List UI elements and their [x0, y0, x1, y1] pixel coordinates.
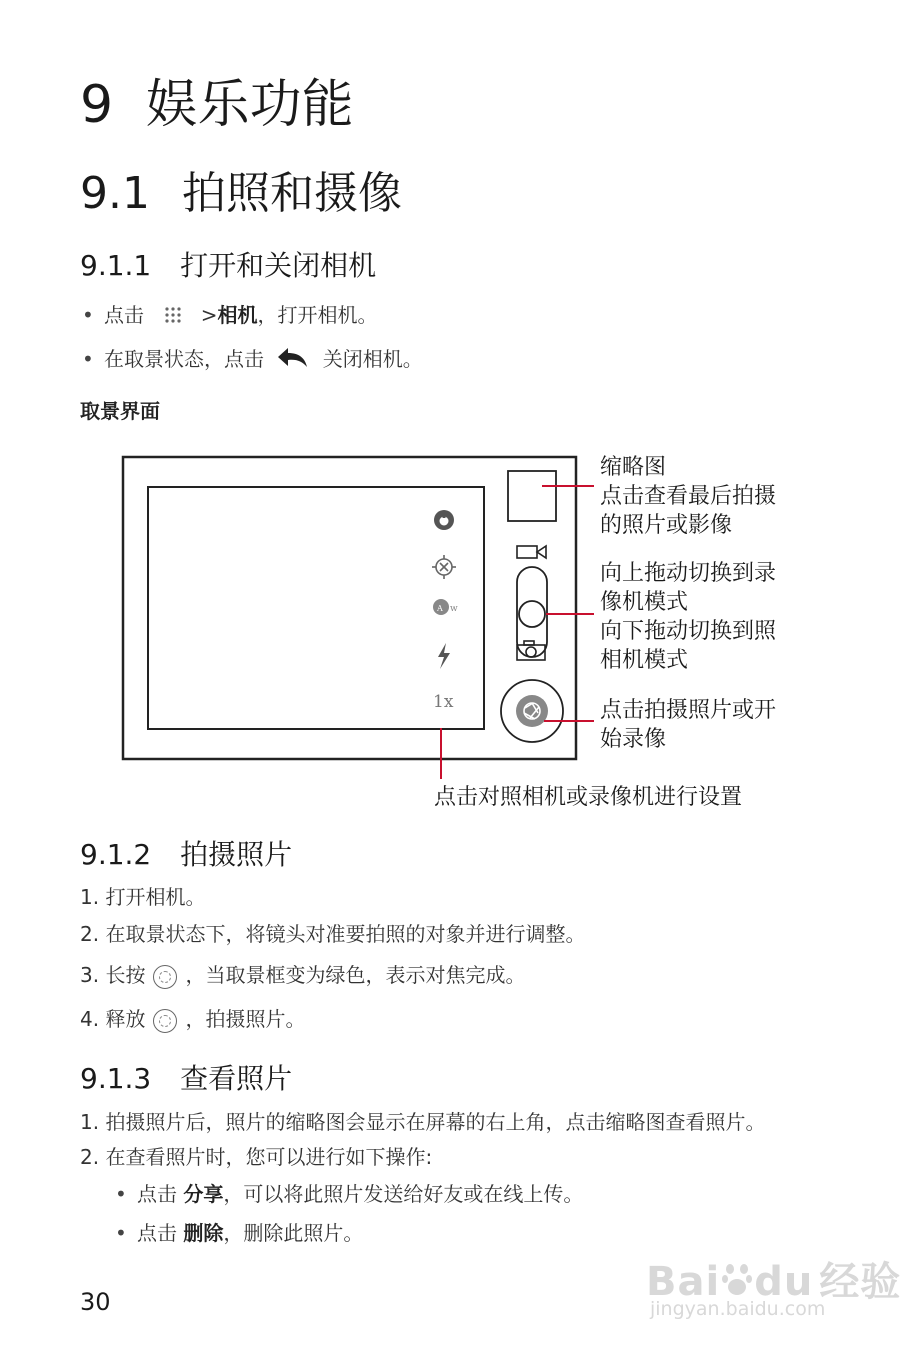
share-label: 分享 [183, 1182, 224, 1206]
subsection-heading-912 [80, 835, 292, 875]
view-step-1: 1. 拍摄照片后，照片的缩略图会显示在屏幕的右上角，点击缩略图查看照片。 [80, 1110, 766, 1134]
viewfinder-subheading: 取景界面 [80, 399, 160, 423]
watermark-cn: 经验 [819, 1259, 902, 1305]
bullet-text: 点击 [137, 1221, 177, 1245]
subsection-number: 9.1.1 [80, 249, 152, 282]
bullet-text: ，可以将此照片发送给好友或在线上传。 [223, 1182, 584, 1206]
section-title: 拍照和摄像 [181, 168, 402, 219]
camera-app-label: 相机 [217, 303, 258, 327]
annotation-line: 缩略图 [600, 455, 667, 480]
shutter-icon [153, 1009, 177, 1033]
annotation-line: 相机模式 [600, 648, 689, 673]
bullet-text: 关闭相机。 [322, 347, 423, 371]
subsection-number: 9.1.2 [80, 838, 152, 871]
annotation-line: 点击查看最后拍摄 [600, 484, 777, 509]
delete-label: 删除 [183, 1221, 224, 1245]
annotation-line: 始录像 [600, 727, 667, 752]
bullet-text: ，删除此照片。 [223, 1221, 364, 1245]
annotation-line: 向上拖动切换到录 [600, 561, 777, 586]
watermark-brand: Bai [646, 1259, 721, 1305]
svg-text:w: w [450, 604, 458, 614]
step-text: 3. 长按 [80, 963, 146, 987]
bullet-share [137, 1179, 583, 1209]
step-text: ，当取景框变为绿色，表示对焦完成。 [185, 963, 526, 987]
zoom-level-label: 1x [433, 692, 454, 712]
bullet-text: 在取景状态，点击 [104, 347, 264, 371]
bullet-text: 点击 [137, 1182, 177, 1206]
page-number: 30 [80, 1288, 111, 1316]
annotation-line: 的照片或影像 [600, 513, 733, 538]
annotation-line: 向下拖动切换到照 [600, 619, 777, 644]
step-text: ，拍摄照片。 [185, 1007, 306, 1031]
mode-switch-knob [519, 601, 545, 627]
step-3 [80, 960, 525, 990]
annotation-line: 像机模式 [600, 590, 689, 615]
chapter-title: 娱乐功能 [145, 75, 354, 135]
annotation-thumbnail [600, 453, 776, 540]
subsection-title: 拍摄照片 [180, 838, 293, 871]
shutter-button-inner [516, 695, 548, 727]
section-number: 9.1 [80, 168, 150, 219]
bullet-delete [137, 1218, 363, 1248]
subsection-title: 查看照片 [180, 1062, 293, 1095]
watermark-url: jingyan.baidu.com [650, 1298, 826, 1320]
svg-text:A: A [437, 604, 443, 613]
settings-toggle-icon [434, 510, 454, 530]
subsection-title: 打开和关闭相机 [180, 249, 377, 282]
watermark-brand: du [754, 1259, 814, 1305]
subsection-number: 9.1.3 [80, 1062, 152, 1095]
bullet-text: 点击 [104, 303, 144, 327]
subsection-heading-913 [80, 1059, 292, 1099]
step-4 [80, 1004, 305, 1034]
annotation-line: 点击拍摄照片或开 [600, 698, 777, 723]
view-step-2: 2. 在查看照片时，您可以进行如下操作: [80, 1145, 433, 1169]
shutter-icon [153, 965, 177, 989]
arrow-sign: > [200, 303, 218, 327]
step-2: 2. 在取景状态下，将镜头对准要拍照的对象并进行调整。 [80, 922, 586, 946]
bullet-text: ，打开相机。 [257, 303, 378, 327]
annotation-settings: 点击对照相机或录像机进行设置 [434, 785, 743, 810]
step-text: 4. 释放 [80, 1007, 146, 1031]
chapter-number: 9 [80, 75, 114, 135]
annotation-switch [600, 559, 776, 675]
thumbnail-box [508, 471, 556, 521]
step-1: 1. 打开相机。 [80, 885, 206, 909]
annotation-shutter [600, 696, 776, 754]
